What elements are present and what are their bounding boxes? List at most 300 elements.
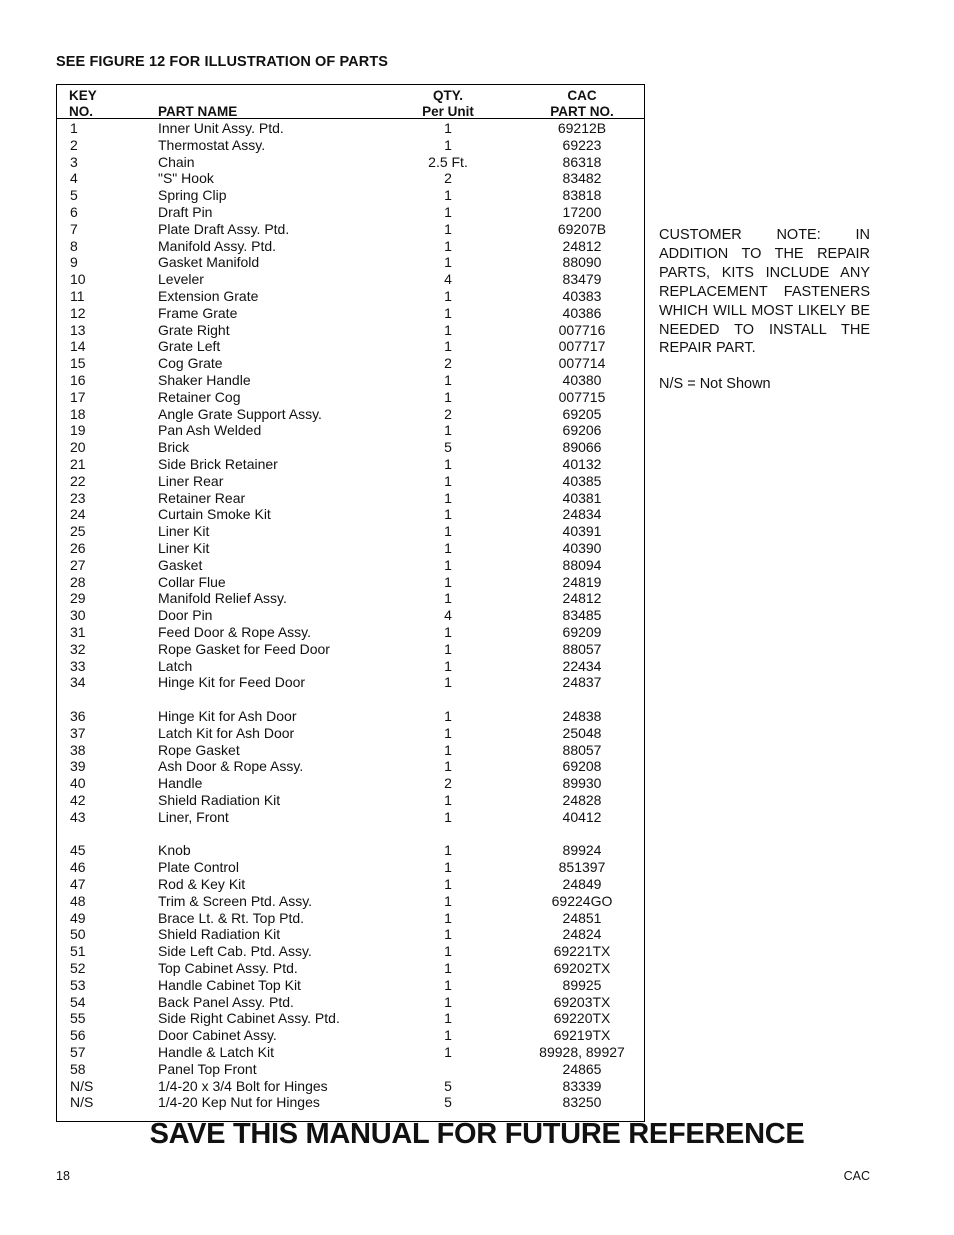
table-row — [57, 994, 644, 1011]
row-part-no: 24819 — [562, 573, 602, 590]
row-key-no: 16 — [70, 372, 86, 388]
row-qty: 1 — [444, 724, 452, 741]
row-part-no: 69219TX — [553, 1027, 611, 1044]
row-part-no: 851397 — [558, 859, 606, 876]
row-qty: 1 — [444, 506, 452, 523]
row-part-no: 40385 — [562, 472, 602, 489]
row-key-no: 48 — [70, 892, 86, 909]
table-row — [57, 221, 644, 238]
table-row — [57, 943, 644, 960]
row-part-name: Gasket Manifold — [158, 254, 260, 271]
row-part-no: 83818 — [562, 187, 602, 204]
row-part-no: 89925 — [562, 976, 602, 993]
row-key-no: 55 — [70, 1010, 86, 1027]
row-qty: 2.5 Ft. — [428, 153, 468, 170]
table-row — [57, 674, 644, 691]
not-shown-note: N/S = Not Shown — [659, 376, 771, 392]
row-key-no: 15 — [70, 355, 86, 372]
row-part-name: Rope Gasket for Feed Door — [158, 640, 330, 657]
row-key-no: 40 — [70, 775, 86, 792]
table-row — [57, 506, 644, 523]
row-qty: 1 — [444, 1044, 452, 1060]
row-part-name: Curtain Smoke Kit — [158, 506, 271, 523]
table-row — [57, 523, 644, 540]
table-row — [57, 910, 644, 927]
row-part-name: Brace Lt. & Rt. Top Ptd. — [158, 909, 305, 926]
table-row — [57, 1078, 644, 1095]
row-qty: 1 — [444, 456, 452, 472]
row-qty: 1 — [444, 909, 452, 926]
row-qty: 1 — [444, 640, 452, 657]
table-row — [57, 490, 644, 507]
row-key-no: 20 — [70, 439, 86, 456]
row-part-name: Draft Pin — [158, 204, 213, 220]
row-qty: 1 — [444, 204, 452, 220]
table-row — [57, 322, 644, 339]
table-row — [57, 439, 644, 456]
row-qty: 1 — [444, 842, 452, 859]
table-row — [57, 758, 644, 775]
table-row — [57, 775, 644, 792]
row-part-name: Trim & Screen Ptd. Assy. — [158, 892, 313, 909]
row-key-no: 2 — [70, 136, 78, 153]
row-qty: 1 — [444, 808, 452, 825]
row-part-no: 83250 — [562, 1094, 602, 1111]
row-key-no: 38 — [70, 741, 86, 758]
row-part-name: Retainer Cog — [158, 388, 241, 405]
row-part-name: Latch Kit for Ash Door — [158, 724, 295, 741]
table-row — [57, 826, 644, 843]
row-part-name: Inner Unit Assy. Ptd. — [158, 120, 284, 136]
table-row — [57, 708, 644, 725]
row-key-no: 31 — [70, 624, 86, 640]
row-qty: 1 — [444, 758, 452, 775]
row-part-no: 69205 — [562, 405, 602, 422]
row-qty: 1 — [444, 120, 452, 136]
row-part-no: 89928, 89927 — [539, 1044, 625, 1060]
table-row — [57, 574, 644, 591]
row-part-name: Panel Top Front — [158, 1060, 257, 1077]
row-key-no: 47 — [70, 876, 86, 892]
table-row — [57, 456, 644, 473]
row-part-name: Handle & Latch Kit — [158, 1044, 274, 1060]
row-part-name: Latch — [158, 657, 193, 674]
row-part-name: Liner Kit — [158, 540, 210, 556]
row-part-no: 24865 — [562, 1060, 602, 1077]
table-row — [57, 254, 644, 271]
row-part-name: Handle — [158, 775, 203, 792]
table-row — [57, 607, 644, 624]
save-manual-banner: SAVE THIS MANUAL FOR FUTURE REFERENCE — [149, 1118, 805, 1150]
table-row — [57, 792, 644, 809]
row-qty: 1 — [444, 422, 452, 439]
row-key-no: 14 — [70, 338, 86, 355]
row-part-name: Grate Left — [158, 338, 221, 355]
row-part-name: Collar Flue — [158, 573, 226, 590]
table-row — [57, 1027, 644, 1044]
row-part-name: Side Right Cabinet Assy. Ptd. — [158, 1010, 340, 1027]
row-key-no: 52 — [70, 960, 86, 976]
row-qty: 1 — [444, 1010, 452, 1027]
row-part-name: Ash Door & Rope Assy. — [158, 758, 304, 775]
row-qty: 1 — [444, 1027, 452, 1044]
row-part-no: 69224GO — [551, 892, 613, 909]
row-key-no: N/S — [70, 1094, 94, 1111]
row-part-name: 1/4-20 x 3/4 Bolt for Hinges — [158, 1077, 328, 1094]
table-row — [57, 1094, 644, 1111]
row-part-no: 24824 — [562, 926, 602, 943]
table-row — [57, 355, 644, 372]
table-row — [57, 389, 644, 406]
row-key-no: 19 — [70, 422, 86, 439]
row-qty: 1 — [444, 237, 452, 254]
row-key-no: 12 — [70, 304, 86, 321]
table-row — [57, 406, 644, 423]
row-qty: 1 — [444, 556, 452, 573]
row-qty: 2 — [444, 775, 452, 792]
table-row — [57, 725, 644, 742]
row-part-no: 40132 — [562, 456, 602, 472]
table-row — [57, 540, 644, 557]
table-row — [57, 187, 644, 204]
row-part-name: 1/4-20 Kep Nut for Hinges — [158, 1094, 320, 1111]
table-row — [57, 809, 644, 826]
row-part-no: 89066 — [562, 439, 602, 456]
row-part-name: Knob — [158, 842, 191, 859]
row-part-name: Side Left Cab. Ptd. Assy. — [158, 943, 312, 960]
row-qty: 1 — [444, 187, 452, 204]
page-number: 18 — [56, 1169, 70, 1183]
table-row — [57, 137, 644, 154]
row-key-no: 58 — [70, 1060, 86, 1077]
row-key-no: 34 — [70, 674, 86, 691]
header-cac-line2: PART NO. — [550, 103, 614, 119]
row-part-name: Plate Draft Assy. Ptd. — [158, 220, 290, 237]
row-part-no: 24838 — [562, 708, 602, 724]
table-row — [57, 876, 644, 893]
header-qty-line2: Per Unit — [422, 103, 474, 119]
row-qty: 1 — [444, 876, 452, 892]
row-key-no: 57 — [70, 1044, 86, 1060]
row-part-name: Angle Grate Support Assy. — [158, 405, 322, 422]
row-part-no: 007716 — [558, 321, 606, 338]
table-row — [57, 288, 644, 305]
row-qty: 1 — [444, 304, 452, 321]
row-part-no: 24851 — [562, 909, 602, 926]
row-part-name: Feed Door & Rope Assy. — [158, 624, 312, 640]
row-key-no: 8 — [70, 237, 78, 254]
row-key-no: 49 — [70, 909, 86, 926]
row-qty: 1 — [444, 523, 452, 540]
row-key-no: 23 — [70, 489, 86, 506]
table-row — [57, 120, 644, 137]
row-part-no: 88057 — [562, 741, 602, 758]
row-part-no: 88090 — [562, 254, 602, 271]
table-row — [57, 893, 644, 910]
table-row — [57, 238, 644, 255]
row-part-name: Top Cabinet Assy. Ptd. — [158, 960, 298, 976]
row-part-name: Gasket — [158, 556, 203, 573]
row-part-no: 69206 — [562, 422, 602, 439]
row-qty: 1 — [444, 657, 452, 674]
table-row — [57, 977, 644, 994]
row-part-no: 69207B — [557, 220, 607, 237]
row-key-no: 39 — [70, 758, 86, 775]
row-part-name: Door Pin — [158, 607, 213, 624]
row-key-no: 36 — [70, 708, 86, 724]
row-part-no: 40380 — [562, 372, 602, 388]
row-part-name: Plate Control — [158, 859, 239, 876]
row-part-name: Chain — [158, 153, 195, 170]
row-part-no: 86318 — [562, 153, 602, 170]
row-part-no: 83479 — [562, 271, 602, 288]
header-cac-line1: CAC — [567, 88, 597, 103]
row-qty: 1 — [444, 976, 452, 993]
row-part-no: 24849 — [562, 876, 602, 892]
parts-table — [56, 84, 645, 1122]
row-key-no: 4 — [70, 170, 78, 187]
row-qty: 1 — [444, 136, 452, 153]
table-row — [57, 960, 644, 977]
row-part-no: 69202TX — [553, 960, 611, 976]
row-part-name: Manifold Relief Assy. — [158, 590, 287, 607]
brand-mark: CAC — [843, 1169, 870, 1183]
row-qty: 1 — [444, 254, 452, 271]
row-part-no: 83339 — [562, 1077, 602, 1094]
row-part-no: 24834 — [562, 506, 602, 523]
row-qty: 1 — [444, 993, 452, 1010]
row-key-no: 26 — [70, 540, 86, 556]
row-qty: 1 — [444, 708, 452, 724]
customer-note: CUSTOMER NOTE: IN ADDITION TO THE REPAIR PARTS, KITS INCLUDE ANY REPLACEMENT FASTENERS WHICH WILL MOST LIKELY BE NEEDED TO INSTALL THE REPAIR PART. — [659, 227, 870, 357]
table-row — [57, 204, 644, 221]
row-part-no: 69208 — [562, 758, 602, 775]
row-key-no: 9 — [70, 254, 78, 271]
row-key-no: 51 — [70, 943, 86, 960]
row-part-name: Shaker Handle — [158, 372, 251, 388]
row-part-name: Shield Radiation Kit — [158, 926, 281, 943]
row-qty: 1 — [444, 372, 452, 388]
table-row — [57, 842, 644, 859]
row-qty: 1 — [444, 792, 452, 808]
row-part-name: Liner Rear — [158, 472, 224, 489]
table-row — [57, 926, 644, 943]
row-part-name: Handle Cabinet Top Kit — [158, 976, 301, 993]
row-qty: 1 — [444, 892, 452, 909]
row-qty: 1 — [444, 624, 452, 640]
row-qty: 1 — [444, 388, 452, 405]
row-key-no: 43 — [70, 808, 86, 825]
row-part-name: "S" Hook — [158, 170, 214, 187]
row-part-no: 88057 — [562, 640, 602, 657]
row-qty: 1 — [444, 859, 452, 876]
row-qty: 4 — [444, 607, 452, 624]
row-qty: 1 — [444, 926, 452, 943]
row-qty: 1 — [444, 741, 452, 758]
header-key-line2: NO. — [69, 103, 94, 119]
row-qty: 1 — [444, 540, 452, 556]
row-part-name: Back Panel Assy. Ptd. — [158, 993, 294, 1010]
table-row — [57, 305, 644, 322]
row-part-no: 40412 — [562, 808, 602, 825]
row-part-name: Side Brick Retainer — [158, 456, 278, 472]
row-part-no: 007717 — [558, 338, 606, 355]
row-key-no: 42 — [70, 792, 86, 808]
row-qty: 1 — [444, 288, 452, 304]
table-row — [57, 641, 644, 658]
row-part-no: 22434 — [562, 657, 602, 674]
row-qty: 2 — [444, 355, 452, 372]
row-part-no: 69220TX — [553, 1010, 611, 1027]
row-part-no: 24812 — [562, 590, 602, 607]
row-part-no: 40381 — [562, 489, 602, 506]
header-qty-line1: QTY. — [432, 88, 463, 103]
table-row — [57, 271, 644, 288]
table-row — [57, 624, 644, 641]
header-qty — [393, 88, 503, 119]
table-row — [57, 338, 644, 355]
row-key-no: 10 — [70, 271, 86, 288]
row-key-no: 25 — [70, 523, 86, 540]
table-row — [57, 691, 644, 708]
table-row — [57, 557, 644, 574]
section-heading: SEE FIGURE 12 FOR ILLUSTRATION OF PARTS — [56, 54, 389, 70]
row-key-no: 17 — [70, 388, 86, 405]
row-qty: 5 — [444, 1077, 452, 1094]
row-qty: 1 — [444, 674, 452, 691]
row-key-no: 32 — [70, 640, 86, 657]
row-part-no: 40390 — [562, 540, 602, 556]
row-key-no: 56 — [70, 1027, 86, 1044]
row-part-no: 007714 — [558, 355, 606, 372]
row-part-name: Liner, Front — [158, 808, 229, 825]
row-key-no: 3 — [70, 153, 78, 170]
row-key-no: 22 — [70, 472, 86, 489]
row-part-no: 88094 — [562, 556, 602, 573]
row-part-name: Grate Right — [158, 321, 230, 338]
table-header — [57, 85, 644, 119]
row-qty: 1 — [444, 489, 452, 506]
row-part-no: 83485 — [562, 607, 602, 624]
row-part-no: 69221TX — [553, 943, 611, 960]
row-key-no: 27 — [70, 556, 86, 573]
row-part-no: 40391 — [562, 523, 602, 540]
row-key-no: 53 — [70, 976, 86, 993]
row-qty: 5 — [444, 439, 452, 456]
table-row — [57, 590, 644, 607]
row-part-no: 40386 — [562, 304, 602, 321]
row-key-no: 13 — [70, 321, 86, 338]
row-key-no: 28 — [70, 573, 86, 590]
table-row — [57, 1044, 644, 1061]
row-qty: 1 — [444, 220, 452, 237]
table-row — [57, 154, 644, 171]
row-part-no: 24828 — [562, 792, 602, 808]
row-qty: 1 — [444, 960, 452, 976]
table-row — [57, 658, 644, 675]
row-qty: 1 — [444, 321, 452, 338]
row-part-no: 24837 — [562, 674, 602, 691]
row-part-name: Rope Gasket — [158, 741, 240, 758]
row-key-no: 45 — [70, 842, 86, 859]
table-row — [57, 1010, 644, 1027]
row-part-name: Spring Clip — [158, 187, 227, 204]
row-part-no: 89924 — [562, 842, 602, 859]
row-qty: 1 — [444, 943, 452, 960]
row-part-no: 40383 — [562, 288, 602, 304]
table-row — [57, 372, 644, 389]
table-row — [57, 473, 644, 490]
row-key-no: 5 — [70, 187, 78, 204]
row-key-no: 30 — [70, 607, 86, 624]
row-part-no: 69212B — [557, 120, 607, 136]
row-qty: 2 — [444, 405, 452, 422]
header-key-line1: KEY — [69, 88, 97, 103]
row-part-name: Manifold Assy. Ptd. — [158, 237, 277, 254]
header-key-no — [69, 88, 97, 119]
row-part-name: Hinge Kit for Feed Door — [158, 674, 306, 691]
row-part-name: Liner Kit — [158, 523, 210, 540]
row-part-no: 25048 — [562, 724, 602, 741]
row-part-name: Thermostat Assy. — [158, 136, 266, 153]
row-key-no: 46 — [70, 859, 86, 876]
row-key-no: 29 — [70, 590, 86, 607]
row-qty: 2 — [444, 170, 452, 187]
header-cac-part-no — [520, 88, 644, 119]
row-part-no: 83482 — [562, 170, 602, 187]
row-part-name: Retainer Rear — [158, 489, 246, 506]
row-part-name: Leveler — [158, 271, 204, 288]
row-part-name: Rod & Key Kit — [158, 876, 246, 892]
row-qty: 5 — [444, 1094, 452, 1111]
row-key-no: 50 — [70, 926, 86, 943]
row-qty: 1 — [444, 338, 452, 355]
table-row — [57, 170, 644, 187]
row-key-no: 1 — [70, 120, 78, 136]
row-key-no: 11 — [70, 288, 85, 304]
row-qty: 1 — [444, 472, 452, 489]
row-part-no: 24812 — [562, 237, 602, 254]
row-qty: 1 — [444, 573, 452, 590]
row-key-no: 54 — [70, 993, 86, 1010]
row-part-no: 69203TX — [553, 993, 611, 1010]
header-part-name: PART NAME — [158, 103, 238, 119]
table-row — [57, 859, 644, 876]
row-part-name: Brick — [158, 439, 190, 456]
row-part-name: Hinge Kit for Ash Door — [158, 708, 297, 724]
row-part-no: 89930 — [562, 775, 602, 792]
row-part-name: Extension Grate — [158, 288, 259, 304]
table-row — [57, 742, 644, 759]
row-key-no: 6 — [70, 204, 78, 220]
table-row — [57, 422, 644, 439]
row-part-name: Shield Radiation Kit — [158, 792, 281, 808]
table-row — [57, 1061, 644, 1078]
row-qty: 4 — [444, 271, 452, 288]
row-qty: 1 — [444, 590, 452, 607]
row-part-no: 007715 — [558, 388, 606, 405]
row-key-no: 24 — [70, 506, 86, 523]
row-key-no: N/S — [70, 1077, 94, 1094]
row-key-no: 33 — [70, 657, 86, 674]
row-key-no: 7 — [70, 220, 78, 237]
row-part-name: Frame Grate — [158, 304, 238, 321]
row-key-no: 18 — [70, 405, 86, 422]
row-part-no: 69223 — [562, 136, 602, 153]
row-key-no: 21 — [70, 456, 86, 472]
row-key-no: 37 — [70, 724, 86, 741]
row-part-name: Cog Grate — [158, 355, 223, 372]
